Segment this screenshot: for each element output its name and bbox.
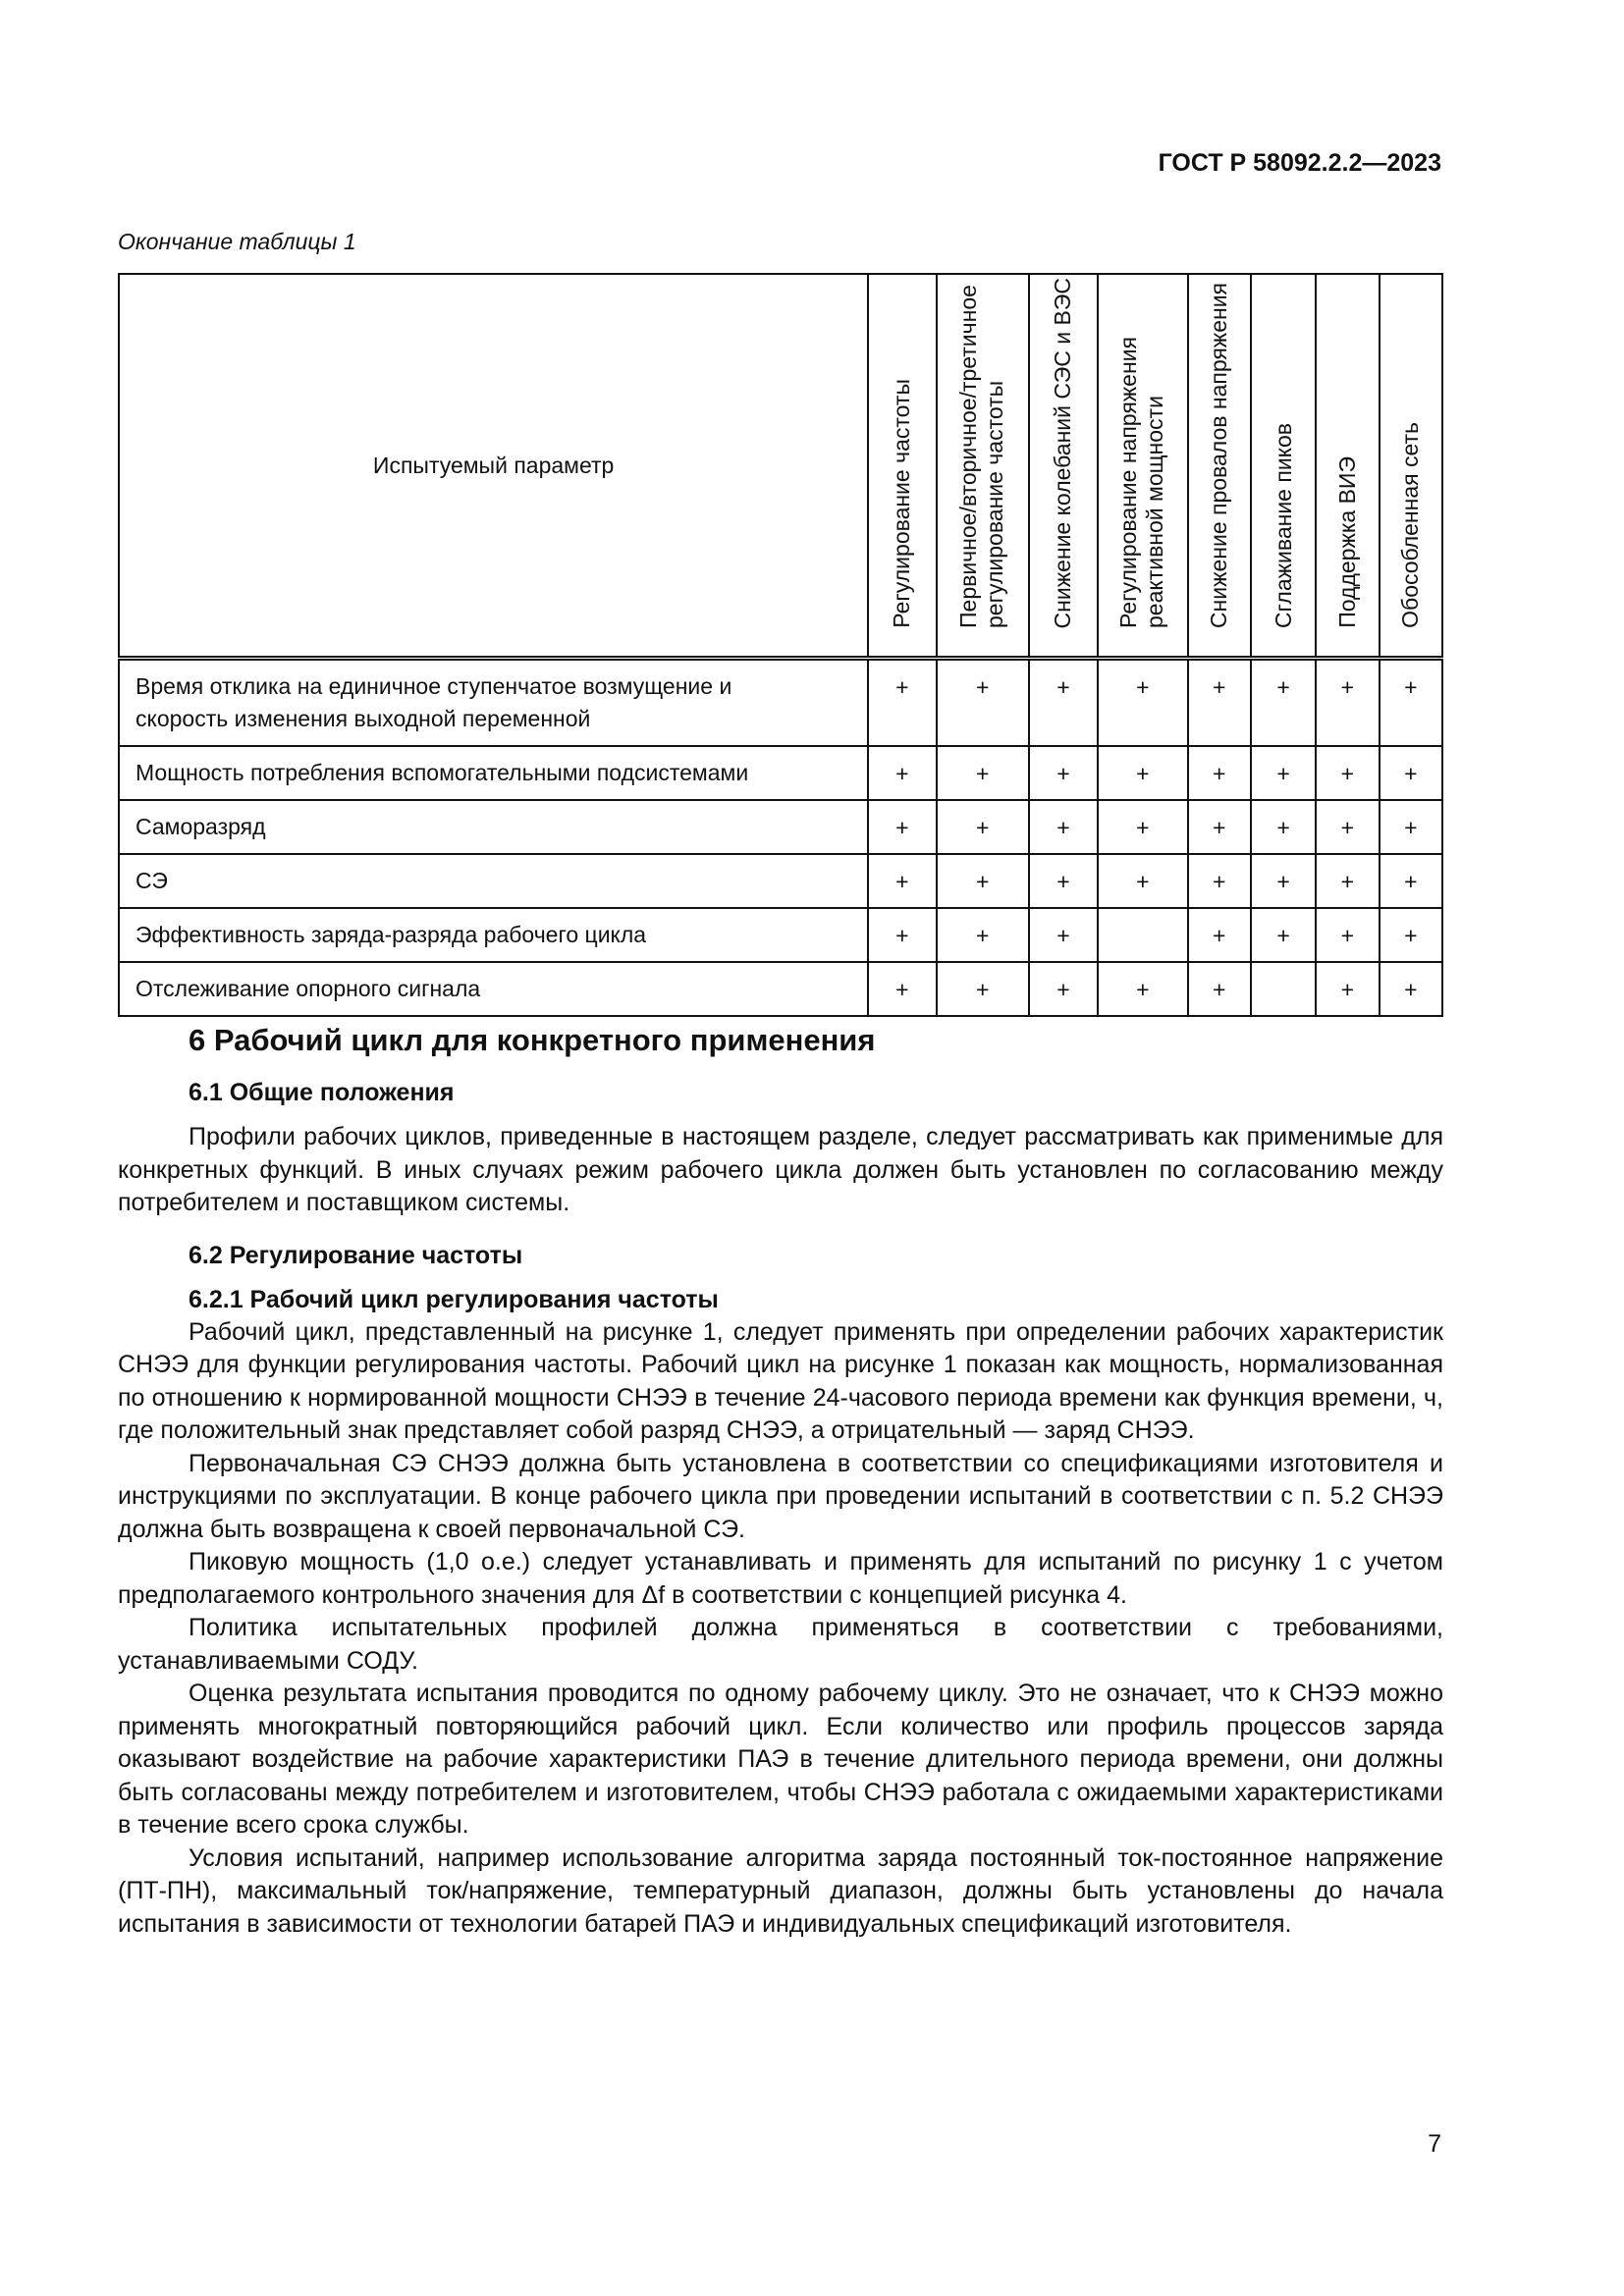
applicability-cell: +	[937, 962, 1029, 1016]
applicability-cell: +	[868, 659, 936, 747]
column-header: Снижение провалов напряжения	[1188, 274, 1251, 659]
column-header: Обособленная сеть	[1380, 274, 1442, 659]
applicability-cell: +	[1098, 659, 1187, 747]
applicability-cell: +	[1380, 659, 1442, 747]
applicability-cell: +	[1098, 800, 1187, 854]
applicability-cell: +	[1098, 746, 1187, 800]
applicability-cell: +	[1029, 908, 1098, 962]
table-row	[119, 908, 1442, 962]
param-header: Испытуемый параметр	[119, 274, 868, 659]
applicability-cell: +	[1316, 908, 1379, 962]
subsection-title: 6.2.1 Рабочий цикл регулирования частоты	[189, 1285, 719, 1313]
row-label: Время отклика на единичное ступенчатое возмущение и скорость изменения выходной переменной	[119, 659, 868, 747]
table-row	[119, 800, 1442, 854]
applicability-cell: +	[1029, 746, 1098, 800]
applicability-cell: +	[1251, 800, 1316, 854]
row-label: Саморазряд	[119, 800, 868, 854]
column-header: Поддержка ВИЭ	[1316, 274, 1379, 659]
applicability-cell: +	[1188, 746, 1251, 800]
paragraph: Условия испытаний, например использование алгоритма заряда постоянный ток-постоянное напряжение (ПТ-ПН), максимальный ток/напряжение, температурный диапазон, должны быть установлены до начала испытания в зависимости от технологии батарей ПАЭ и индивидуальных спецификаций изготовителя.	[118, 1843, 1443, 1938]
row-label: Отслеживание опорного сигнала	[119, 962, 868, 1016]
row-label: Мощность потребления вспомогательными подсистемами	[119, 746, 868, 800]
applicability-cell: +	[1380, 908, 1442, 962]
applicability-cell: +	[1316, 659, 1379, 747]
applicability-cell: +	[1098, 854, 1187, 908]
applicability-cell: +	[937, 908, 1029, 962]
row-label: Эффективность заряда-разряда рабочего цикла	[119, 908, 868, 962]
applicability-cell: +	[1251, 854, 1316, 908]
section-body	[118, 1021, 1443, 1941]
table-row	[119, 962, 1442, 1016]
paragraph: Пиковую мощность (1,0 о.е.) следует устанавливать и применять для испытаний по рисунку 1 с учетом предполагаемого контрольного значения для Δf в соответствии с концепцией рисунка 4.	[118, 1548, 1443, 1609]
applicability-cell: +	[1098, 962, 1187, 1016]
applicability-cell: +	[1188, 659, 1251, 747]
applicability-cell: +	[868, 854, 936, 908]
column-header: Снижение колебаний СЭС и ВЭС	[1029, 274, 1098, 659]
applicability-cell: +	[1316, 800, 1379, 854]
paragraph: Первоначальная СЭ СНЭЭ должна быть установлена в соответствии со спецификациями изготовителя и инструкциями по эксплуатации. В конце рабочего цикла при проведении испытаний в соответствии с п. 5.2 СНЭЭ должна быть возвращена к своей первоначальной СЭ.	[118, 1449, 1443, 1543]
page-number: 7	[1428, 2130, 1441, 2158]
applicability-cell: +	[1316, 854, 1379, 908]
applicability-cell: +	[1251, 746, 1316, 800]
applicability-cell: +	[1316, 962, 1379, 1016]
table-header-row	[119, 274, 1442, 659]
applicability-cell: +	[1029, 962, 1098, 1016]
applicability-cell: +	[868, 962, 936, 1016]
document-id: ГОСТ Р 58092.2.2—2023	[1158, 149, 1441, 177]
applicability-cell: +	[1029, 659, 1098, 747]
paragraph: Рабочий цикл, представленный на рисунке 1, следует применять при определении рабочих характеристик СНЭЭ для функции регулирования частоты. Рабочий цикл на рисунке 1 показан как мощность, нормализованная по отношению к нормированной мощности СНЭЭ в течение 24-часового периода времени как функция времени, ч, где положительный знак представляет собой разряд СНЭЭ, а отрицательный — заряд СНЭЭ.	[118, 1317, 1443, 1444]
applicability-cell: +	[868, 746, 936, 800]
subsection-title: 6.2 Регулирование частоты	[189, 1241, 523, 1269]
applicability-cell: +	[1188, 854, 1251, 908]
applicability-cell: +	[1316, 746, 1379, 800]
applicability-cell	[1098, 908, 1187, 962]
applicability-cell: +	[937, 800, 1029, 854]
applicability-cell: +	[937, 659, 1029, 747]
column-header: Первичное/вторичное/третичное регулирование частоты	[937, 274, 1029, 659]
applicability-cell	[1251, 962, 1316, 1016]
applicability-cell: +	[937, 746, 1029, 800]
applicability-cell: +	[868, 908, 936, 962]
applicability-cell: +	[1029, 854, 1098, 908]
table-row	[119, 746, 1442, 800]
section-title: 6 Рабочий цикл для конкретного применения	[189, 1023, 876, 1057]
test-parameters-table	[118, 273, 1443, 1017]
table-row	[119, 659, 1442, 747]
applicability-cell: +	[1251, 908, 1316, 962]
applicability-cell: +	[1380, 746, 1442, 800]
column-header: Регулирование частоты	[868, 274, 936, 659]
applicability-cell: +	[937, 854, 1029, 908]
row-label: СЭ	[119, 854, 868, 908]
table-caption: Окончание таблицы 1	[118, 229, 356, 254]
applicability-cell: +	[1029, 800, 1098, 854]
column-header: Сглаживание пиков	[1251, 274, 1316, 659]
table-row	[119, 854, 1442, 908]
paragraph: Оценка результата испытания проводится по одному рабочему циклу. Это не означает, что к СНЭЭ можно применять многократный повторяющийся рабочий цикл. Если количество или профиль процессов заряда оказывают воздействие на рабочие характеристики ПАЭ в течение длительного периода времени, они должны быть согласованы между потребителем и изготовителем, чтобы СНЭЭ работала с ожидаемыми характеристиками в течение всего срока службы.	[118, 1680, 1443, 1839]
column-header: Регулирование напряжения реактивной мощности	[1098, 274, 1187, 659]
paragraph: Профили рабочих циклов, приведенные в настоящем разделе, следует рассматривать как применимые для конкретных функций. В иных случаях режим рабочего цикла должен быть установлен по согласованию между потребителем и поставщиком системы.	[118, 1123, 1443, 1216]
applicability-cell: +	[868, 800, 936, 854]
applicability-cell: +	[1380, 962, 1442, 1016]
paragraph: Политика испытательных профилей должна применяться в соответствии с требованиями, устанавливаемыми СОДУ.	[118, 1614, 1443, 1675]
applicability-cell: +	[1188, 800, 1251, 854]
applicability-cell: +	[1188, 908, 1251, 962]
applicability-cell: +	[1188, 962, 1251, 1016]
applicability-cell: +	[1380, 854, 1442, 908]
applicability-cell: +	[1380, 800, 1442, 854]
applicability-cell: +	[1251, 659, 1316, 747]
subsection-title: 6.1 Общие положения	[189, 1079, 455, 1106]
